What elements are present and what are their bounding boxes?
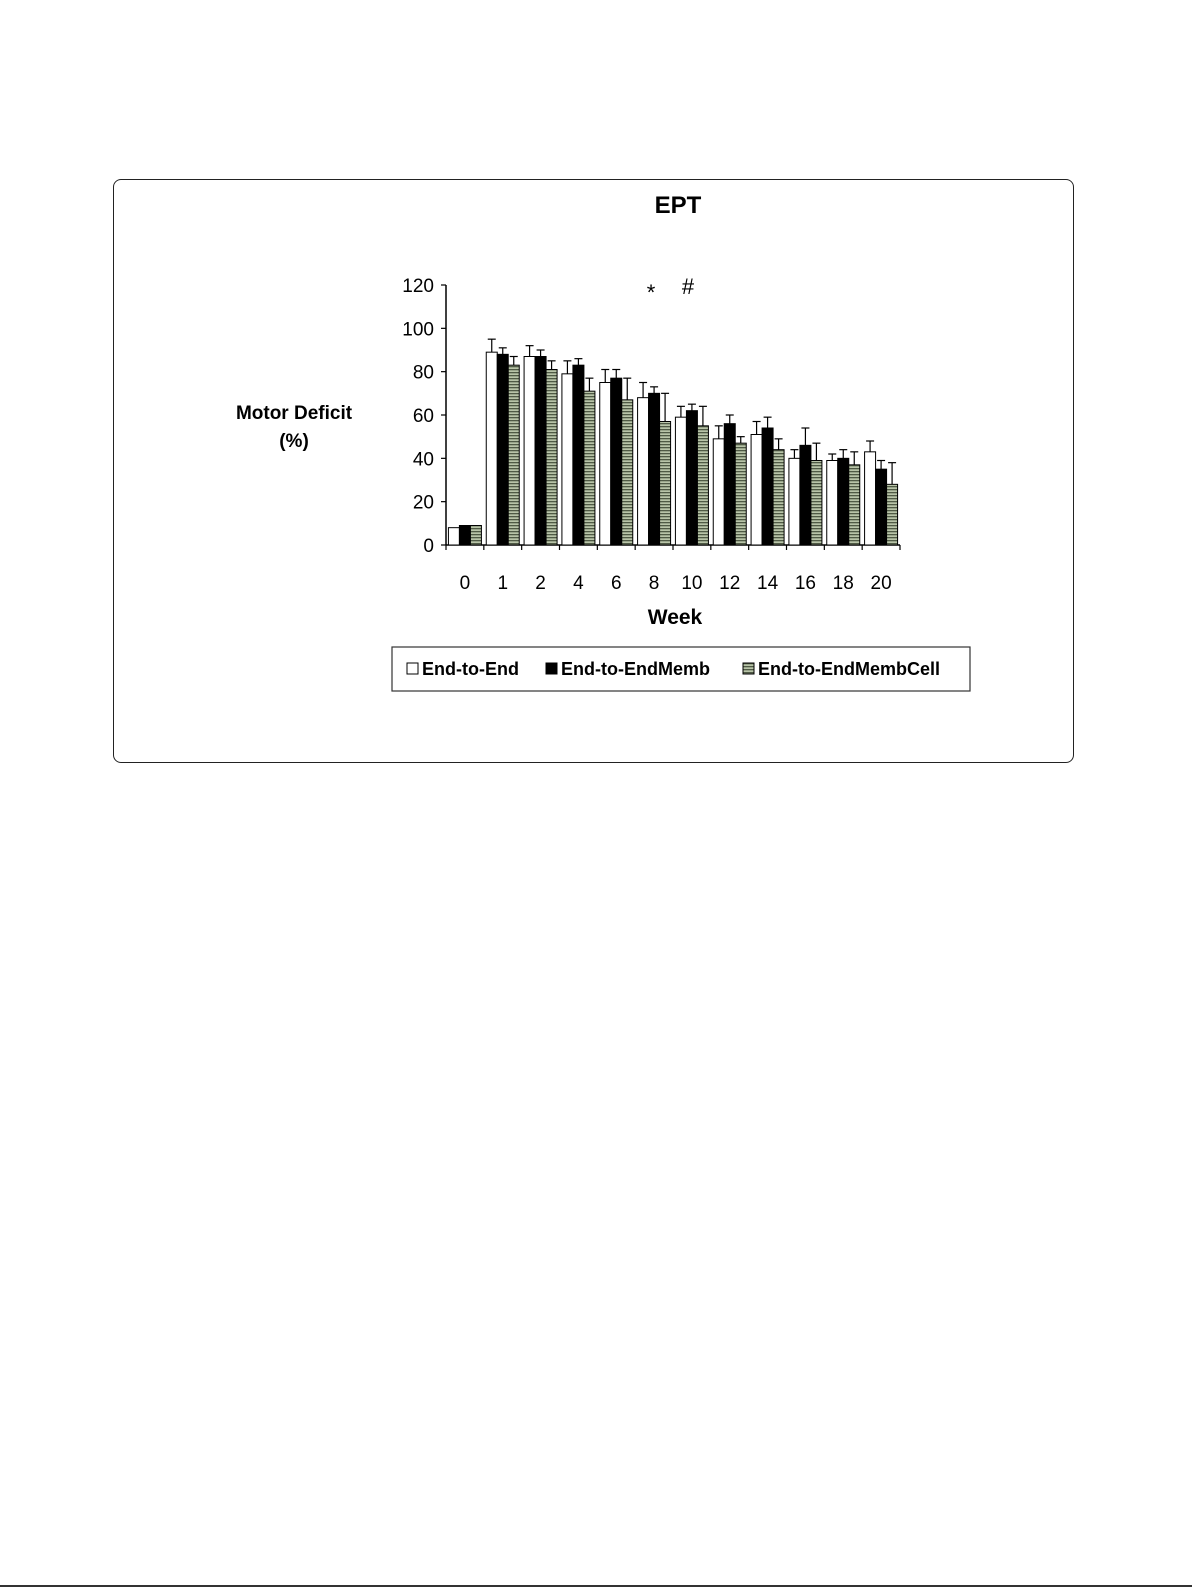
- bar-end-to-end: [751, 435, 762, 546]
- y-tick-label: 0: [423, 536, 434, 557]
- bar-end-to-endmemb: [649, 393, 660, 545]
- x-tick-label: 14: [757, 573, 779, 594]
- legend-label: End-to-EndMemb: [561, 659, 710, 679]
- bar-end-to-end: [486, 352, 497, 545]
- annotation-hash: #: [681, 274, 695, 299]
- bar-end-to-endmembcell: [773, 450, 784, 545]
- x-tick-label: 20: [870, 573, 892, 594]
- y-tick-label: 40: [412, 449, 434, 471]
- bar-end-to-endmemb: [497, 354, 508, 545]
- legend-swatch: [407, 663, 418, 674]
- bar-end-to-endmembcell: [622, 400, 633, 545]
- x-tick-label: 8: [648, 573, 660, 594]
- y-tick-label: 20: [412, 492, 434, 514]
- chart-title: EPT: [654, 192, 702, 219]
- legend: [392, 647, 970, 691]
- x-tick-label: 12: [719, 573, 741, 594]
- y-tick-label: 100: [402, 319, 434, 341]
- bar-end-to-end: [865, 452, 876, 545]
- bar-end-to-endmembcell: [697, 426, 708, 545]
- bar-end-to-endmemb: [800, 445, 811, 545]
- bar-end-to-end: [562, 374, 573, 545]
- bar-end-to-end: [675, 417, 686, 545]
- bar-end-to-endmembcell: [660, 422, 671, 546]
- y-axis-label-line1: Motor Deficit: [235, 403, 353, 424]
- bar-end-to-end: [448, 528, 459, 545]
- bar-end-to-endmemb: [724, 424, 735, 545]
- bar-end-to-endmembcell: [735, 443, 746, 545]
- bottom-rule: [0, 1585, 1192, 1587]
- legend-swatch: [546, 663, 557, 674]
- bar-end-to-end: [524, 357, 535, 546]
- bar-end-to-endmembcell: [584, 391, 595, 545]
- bar-end-to-endmemb: [762, 428, 773, 545]
- y-tick-label: 80: [412, 362, 434, 384]
- legend-label: End-to-EndMembCell: [758, 659, 940, 679]
- bar-end-to-endmemb: [838, 458, 849, 545]
- bar-end-to-endmembcell: [849, 465, 860, 545]
- x-tick-label: 4: [573, 573, 584, 594]
- x-tick-label: 18: [832, 573, 854, 594]
- bar-end-to-endmemb: [459, 526, 470, 546]
- bar-end-to-endmembcell: [470, 526, 481, 546]
- x-tick-label: 10: [681, 573, 703, 594]
- bar-end-to-endmemb: [611, 378, 622, 545]
- bar-end-to-endmembcell: [508, 365, 519, 545]
- x-axis-label: Week: [647, 606, 703, 629]
- bar-end-to-end: [638, 398, 649, 545]
- y-tick-label: 60: [412, 406, 434, 427]
- bar-end-to-endmembcell: [887, 484, 898, 545]
- y-tick-label: 120: [402, 276, 434, 297]
- bar-end-to-endmemb: [573, 365, 584, 545]
- bar-end-to-endmemb: [535, 357, 546, 546]
- bar-end-to-endmembcell: [546, 370, 557, 546]
- legend-label: End-to-End: [422, 659, 519, 679]
- bar-end-to-end: [827, 461, 838, 546]
- bar-end-to-endmemb: [876, 469, 887, 545]
- x-tick-label: 6: [610, 573, 622, 594]
- x-tick-label: 1: [497, 573, 509, 594]
- legend-swatch: [743, 663, 754, 674]
- bar-end-to-endmemb: [686, 411, 697, 545]
- y-axis-label-line2: (%): [279, 431, 309, 452]
- bar-end-to-endmembcell: [811, 461, 822, 546]
- x-tick-label: 16: [794, 573, 816, 594]
- x-tick-label: 0: [459, 573, 471, 594]
- bar-end-to-end: [713, 439, 724, 545]
- x-tick-label: 2: [535, 573, 546, 594]
- bar-end-to-end: [600, 383, 611, 546]
- annotation-star: *: [646, 280, 656, 305]
- bar-end-to-end: [789, 458, 800, 545]
